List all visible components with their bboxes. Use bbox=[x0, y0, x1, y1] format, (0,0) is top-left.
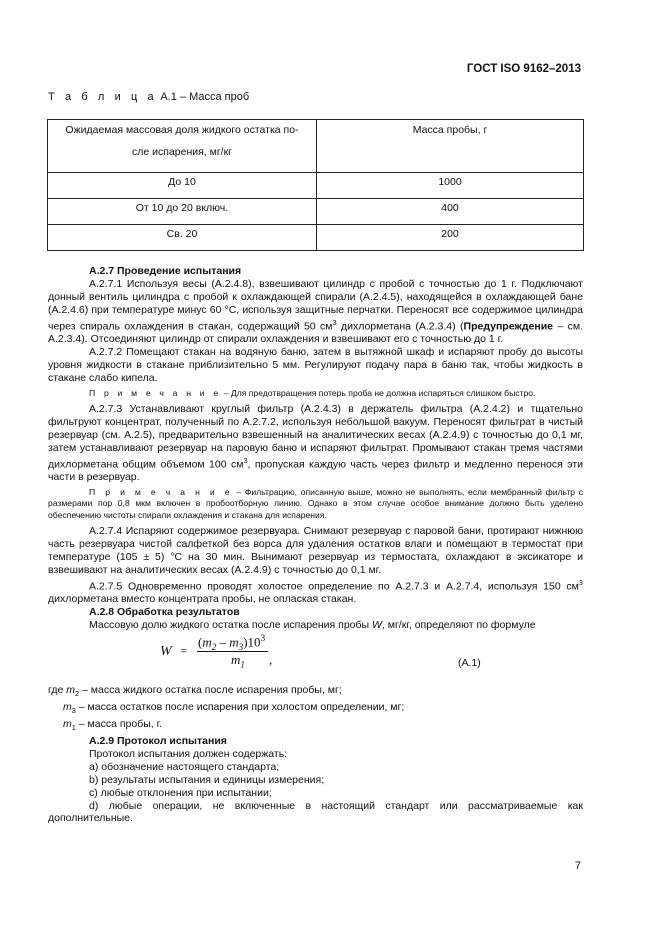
variable-w: W bbox=[372, 619, 382, 632]
table-header-cell-mass bbox=[317, 120, 584, 173]
text-part: А.2.7.3 Устанавливают круглый фильтр (А.2.4.3) в держатель фильтра (А.2.4.2) и тщательно фильтруют концентрат, полученный по А.2.7.2, используя небольшой вакуум. Переносят фильтрат в чистый резервуар (см. А.2.5), предварительно взвешенный на аналитических весах (А.2.4.9) с точностью до 0,1 мг, затем устанавливают резервуар на паровую баню и испаряют фильтрат. Промывают стакан тремя частями дихлорметана общим объемом 100 см bbox=[48, 403, 583, 471]
paragraph-a273 bbox=[48, 403, 583, 484]
formula-a1 bbox=[48, 632, 583, 684]
table-header-row bbox=[48, 120, 584, 173]
definition-text: – масса пробы, г. bbox=[75, 717, 163, 730]
list-item: b) результаты испытания и единицы измерения; bbox=[89, 773, 325, 786]
formula-denominator bbox=[231, 651, 245, 672]
heading-text: А.2.9 Протокол испытания bbox=[89, 734, 227, 747]
page-number: 7 bbox=[574, 860, 581, 872]
sample-mass-table bbox=[47, 119, 584, 251]
cell-text: 1000 bbox=[438, 176, 462, 188]
text-part: А.2.7.1 Используя весы (А.2.4.8), взвешивают цилиндр с пробой с точностью до 1 г. Подключают донный вентиль цилиндра с пробой к охлаждающей спирали (А.2.4.5), находящейся в охлаждающей бане (А.2.4.6) при температуре минус 60 °С, используя защитные перчатки. Переносят все содержимое цилиндра через спираль охлаждения в стакан, содержащий 50 см bbox=[48, 277, 583, 333]
note-text: – Для предотвращения потерь проба не должна испаряться слишком быстро. bbox=[221, 387, 536, 398]
paren-open: ( bbox=[198, 634, 203, 650]
paragraph-a275 bbox=[48, 577, 583, 606]
superscript: 3 bbox=[332, 317, 337, 327]
header-mass-label: Масса пробы, г bbox=[412, 124, 488, 136]
table-row bbox=[48, 225, 584, 251]
definition-m1 bbox=[48, 718, 583, 735]
superscript: 3 bbox=[243, 455, 248, 465]
text-part: дихлорметана вместо концентрата пробы, не оплаская стакан. bbox=[48, 593, 357, 606]
table-row bbox=[48, 173, 584, 199]
header-line-1: Ожидаемая массовая доля жидкого остатка по- bbox=[65, 124, 299, 136]
subscript: 1 bbox=[71, 723, 76, 733]
table-cell-range bbox=[48, 199, 317, 225]
table-cell-mass bbox=[317, 173, 584, 199]
table-cell-range bbox=[48, 225, 317, 251]
text-part: дихлорметана (А.2.3.4) ( bbox=[336, 320, 464, 333]
table-caption-label: Т а б л и ц а bbox=[48, 91, 158, 103]
warning-label: Предупреждение bbox=[463, 320, 554, 333]
subscript: 1 bbox=[240, 659, 245, 670]
subscript: 2 bbox=[211, 641, 217, 652]
paragraph-a274: А.2.7.4 Испаряют содержимое резервуара. Снимают резервуар с паровой бани, протирают нижнюю часть резервуара чистой салфеткой без ворса для удаления остатков влаги и помещают в термостат при температуре (105 ± 5) °С на 30 мин. Вынимают резервуар из термостата, охлаждают в эксикаторе и взвешивают на аналитических весах (А.2.4.9) с точностью до 0,1 мг. bbox=[48, 525, 583, 576]
note-label: П р и м е ч а н и е bbox=[89, 487, 233, 497]
var-m: m bbox=[231, 651, 241, 667]
formula-number: (А.1) bbox=[458, 656, 481, 669]
heading-text: А.2.7 Проведение испытания bbox=[89, 265, 242, 277]
formula-comma: , bbox=[269, 651, 273, 667]
list-item: d) любые операции, не включенные в настоящий стандарт или рассматриваемые как дополнительные. bbox=[48, 799, 583, 825]
paren-close-ten: )10 bbox=[243, 634, 261, 650]
definition-m3 bbox=[48, 701, 583, 718]
list-item: а) обозначение настоящего стандарта; bbox=[89, 760, 280, 773]
heading-text: А.2.8 Обработка результатов bbox=[89, 606, 240, 619]
standard-designation: ГОСТ ISO 9162–2013 bbox=[466, 63, 581, 75]
var-m: m bbox=[63, 717, 72, 730]
var-m: m bbox=[229, 634, 239, 650]
cell-text: 400 bbox=[441, 202, 459, 214]
note-label: П р и м е ч а н и е bbox=[89, 387, 222, 398]
paragraph-a28-intro bbox=[48, 619, 583, 632]
note-1 bbox=[48, 388, 583, 399]
text-part: – см. А.2.3.4). Отсоединяют цилиндр от спирали охлаждения и взвешивают его с точностью до 1 г. bbox=[48, 320, 583, 346]
exponent: 3 bbox=[260, 632, 266, 643]
section-heading-a27 bbox=[48, 265, 583, 278]
table-caption-text: – Масса проб bbox=[179, 91, 250, 103]
paragraph-a272: А.2.7.2 Помещают стакан на водяную баню, затем в вытяжной шкаф и испаряют пробу до высоты уровня жидкости в стакане приблизительно 5 мм. Регулируют подачу пара в баню так, чтобы жидкость в стакане слабо кипела. bbox=[48, 345, 583, 384]
var-m: m bbox=[63, 700, 72, 713]
formula-lhs: W bbox=[160, 643, 172, 659]
definition-m2 bbox=[48, 684, 583, 701]
cell-text: 200 bbox=[441, 228, 459, 240]
where-word: где bbox=[48, 683, 67, 696]
subscript: 3 bbox=[71, 706, 76, 716]
var-m: m bbox=[202, 634, 212, 650]
paragraph-a271 bbox=[48, 278, 583, 346]
text-part: , мг/кг, определяют по формуле bbox=[381, 619, 536, 632]
cell-text: Св. 20 bbox=[166, 228, 198, 240]
section-heading-a29 bbox=[48, 735, 583, 748]
header-line-2: сле испарения, мг/кг bbox=[131, 146, 233, 158]
formula-equals: = bbox=[180, 642, 188, 658]
table-cell-mass bbox=[317, 199, 584, 225]
note-text: – Фильтрацию, описанную выше, можно не выполнять, если мембранный фильтр с размерами пор 0,8 мкм включен в пробоотборную линию. Однако в этом случае особое внимание должно быть уделено обеспечению чистоты спирали охлаждения и стакана для испарения. bbox=[48, 487, 583, 520]
list-item: с) любые отклонения при испытании; bbox=[89, 786, 272, 799]
paragraph-a29-intro: Протокол испытания должен содержать: bbox=[89, 747, 288, 760]
text-part: А.2.7.5 Одновременно проводят холостое определение по А.2.7.3 и А.2.7.4, используя 150 см bbox=[89, 580, 579, 593]
definition-text: – масса жидкого остатка после испарения пробы, мг; bbox=[79, 683, 342, 696]
subscript: 2 bbox=[75, 689, 80, 699]
superscript: 3 bbox=[578, 577, 583, 587]
cell-text: До 10 bbox=[168, 176, 196, 188]
cell-text: От 10 до 20 включ. bbox=[135, 202, 229, 214]
subscript: 3 bbox=[238, 641, 244, 652]
definition-text: – масса остатков после испарения при холостом определении, мг; bbox=[75, 700, 405, 713]
section-heading-a28 bbox=[48, 606, 583, 619]
var-m: m bbox=[66, 683, 75, 696]
table-cell-range bbox=[48, 173, 317, 199]
table-header-cell-residue bbox=[48, 120, 317, 173]
note-2 bbox=[48, 487, 583, 521]
table-cell-mass bbox=[317, 225, 584, 251]
text-part: Массовую долю жидкого остатка после испарения пробы bbox=[89, 619, 372, 632]
table-caption-number: А.1 bbox=[160, 91, 177, 103]
table-caption bbox=[48, 91, 249, 103]
table-row bbox=[48, 199, 584, 225]
document-body bbox=[48, 265, 583, 825]
minus-sign: – bbox=[216, 634, 230, 650]
text-part: , пропуская каждую часть через фильтр и медленно перенося эти части в резервуар. bbox=[48, 458, 583, 484]
